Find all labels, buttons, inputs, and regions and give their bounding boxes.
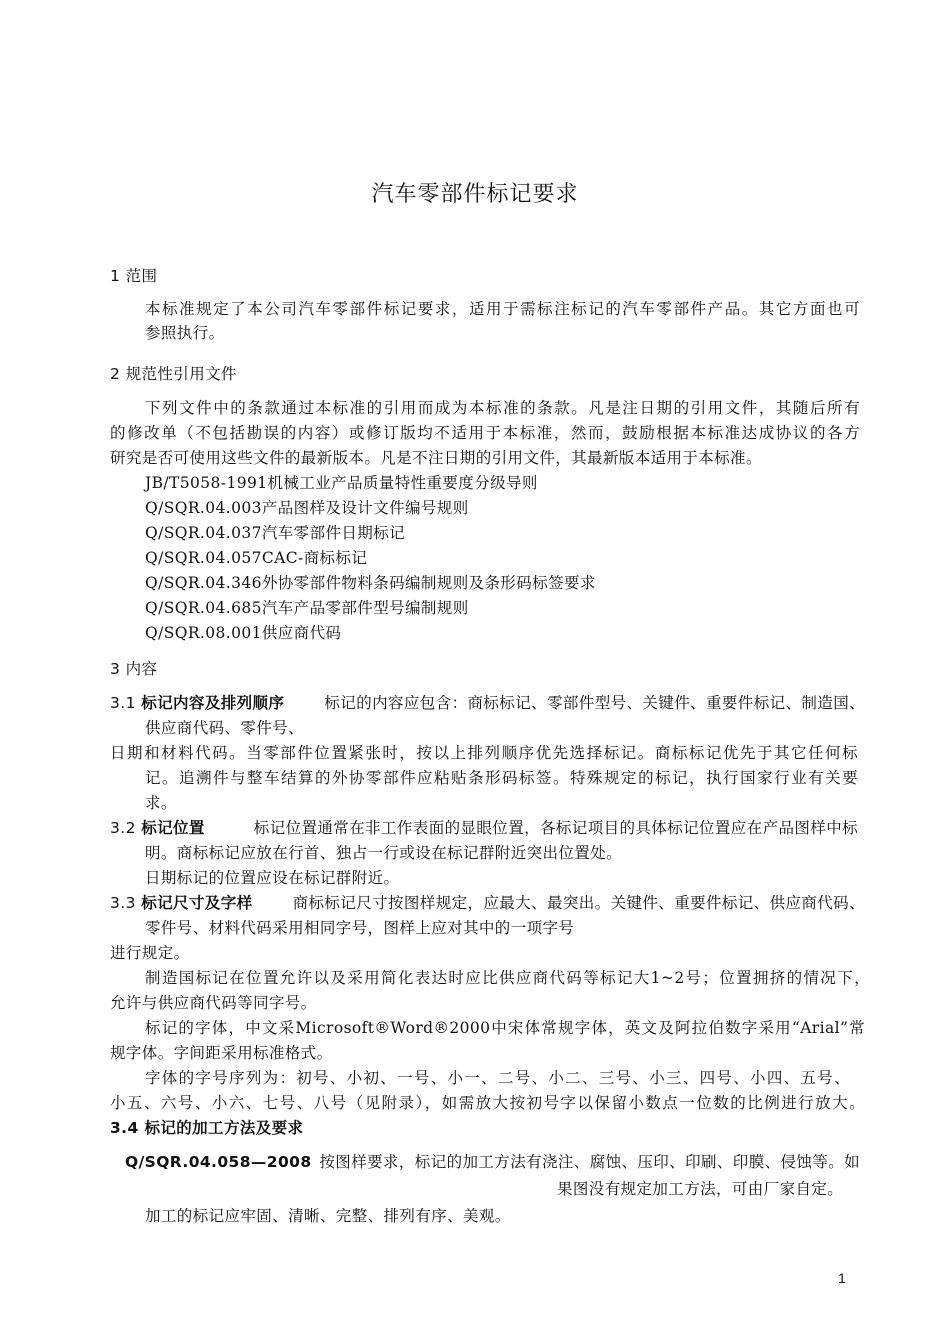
reference-item: Q/SQR.04.037汽车零部件日期标记 <box>145 524 405 542</box>
clause-3-3-line <box>110 893 865 913</box>
reference-item: JB/T5058-1991机械工业产品质量特性重要度分级导则 <box>145 474 538 492</box>
section-2-para-line: 的修改单（不包括勘误的内容）或修订版均不适用于本标准，然而，鼓励根据本标准达成协议的各方 <box>110 424 860 442</box>
clause-3-3-line: 规字体。字间距采用标准格式。 <box>110 1044 333 1062</box>
clause-label: 标记内容及排列顺序 <box>141 694 285 712</box>
document-title: 汽车零部件标记要求 <box>371 182 579 207</box>
standard-code: Q/SQR.04.058—2008 <box>125 1153 312 1171</box>
reference-item: Q/SQR.04.346外协零部件物料条码编制规则及条形码标签要求 <box>145 574 596 592</box>
section-2-para-line: 下列文件中的条款通过本标准的引用而成为本标准的条款。凡是注日期的引用文件，其随后所有 <box>145 399 860 417</box>
section-3-heading: 3 内容 <box>110 660 158 678</box>
clause-3-3-line: 制造国标记在位置允许以及采用简化表达时应比供应商代码等标记大1~2号；位置拥挤的情况下， <box>145 969 870 987</box>
clause-number: 3.3 <box>110 894 142 912</box>
clause-3-1-line: 记。追溯件与整车结算的外协零部件应粘贴条形码标签。特殊规定的标记，执行国家行业有关要 <box>145 769 858 787</box>
clause-3-4-line <box>125 1152 860 1172</box>
clause-text: 商标标记尺寸按图样规定，应最大、最突出。关键件、重要件标记、供应商代码、 <box>292 894 865 912</box>
clause-number: 3.2 <box>110 819 142 837</box>
section-2-heading: 2 规范性引用文件 <box>110 365 237 383</box>
clause-3-3-line: 进行规定。 <box>110 944 190 962</box>
clause-text: 按图样要求，标记的加工方法有浇注、腐蚀、压印、印刷、印膜、侵蚀等。如 <box>319 1153 860 1171</box>
page-number: 1 <box>838 1270 846 1286</box>
clause-text: 标记的内容应包含：商标标记、零部件型号、关键件、重要件标记、制造国、 <box>324 694 865 712</box>
clause-3-3-line: 字体的字号序列为：初号、小初、一号、小一、二号、小二、三号、小三、四号、小四、五号、 <box>145 1069 850 1087</box>
clause-3-1-line <box>110 693 865 713</box>
clause-3-1-line: 供应商代码、零件号、 <box>145 719 305 737</box>
clause-3-2-line: 明。商标标记应放在行首、独占一行或设在标记群附近突出位置处。 <box>145 844 623 862</box>
section-2-para-line: 研究是否可使用这些文件的最新版本。凡是不注日期的引用文件，其最新版本适用于本标准。 <box>110 449 762 467</box>
clause-3-3-line: 零件号、材料代码采用相同字号，图样上应对其中的一项字号 <box>145 919 575 937</box>
reference-item: Q/SQR.04.057CAC-商标标记 <box>145 549 368 567</box>
clause-label: 标记位置 <box>141 819 205 837</box>
section-1-para-line: 参照执行。 <box>145 324 225 342</box>
reference-item: Q/SQR.08.001供应商代码 <box>145 624 342 642</box>
clause-text: 标记位置通常在非工作表面的显眼位置，各标记项目的具体标记位置应在产品图样中标 <box>253 819 858 837</box>
clause-3-2-line: 日期标记的位置应设在标记群附近。 <box>145 869 400 887</box>
clause-number: 3.1 <box>110 694 142 712</box>
clause-3-3-line: 标记的字体，中文采Microsoft®Word®2000中宋体常规字体，英文及阿拉伯数字采用“Arial”常 <box>145 1019 865 1037</box>
clause-3-3-line: 允许与供应商代码等同字号。 <box>110 994 317 1012</box>
clause-3-2-line <box>110 818 858 838</box>
section-1-para-line: 本标准规定了本公司汽车零部件标记要求，适用于需标注标记的汽车零部件产品。其它方面也可 <box>145 300 860 318</box>
clause-3-3-line: 小五、六号、小六、七号、八号（见附录），如需放大按初号字以保留小数点一位数的比例进行放大。 <box>110 1094 865 1112</box>
clause-3-4-line: 加工的标记应牢固、清晰、完整、排列有序、美观。 <box>145 1207 511 1225</box>
reference-item: Q/SQR.04.685汽车产品零部件型号编制规则 <box>145 599 469 617</box>
reference-item: Q/SQR.04.003产品图样及设计文件编号规则 <box>145 499 469 517</box>
clause-3-4-heading: 3.4 标记的加工方法及要求 <box>110 1119 304 1137</box>
clause-3-1-line: 日期和材料代码。当零部件位置紧张时，按以上排列顺序优先选择标记。商标标记优先于其它任何标 <box>110 744 858 762</box>
clause-3-1-line: 求。 <box>145 794 177 812</box>
clause-label: 标记尺寸及字样 <box>141 894 253 912</box>
section-1-heading: 1 范围 <box>110 267 158 285</box>
clause-3-4-line: 果图没有规定加工方法，可由厂家自定。 <box>557 1180 844 1198</box>
